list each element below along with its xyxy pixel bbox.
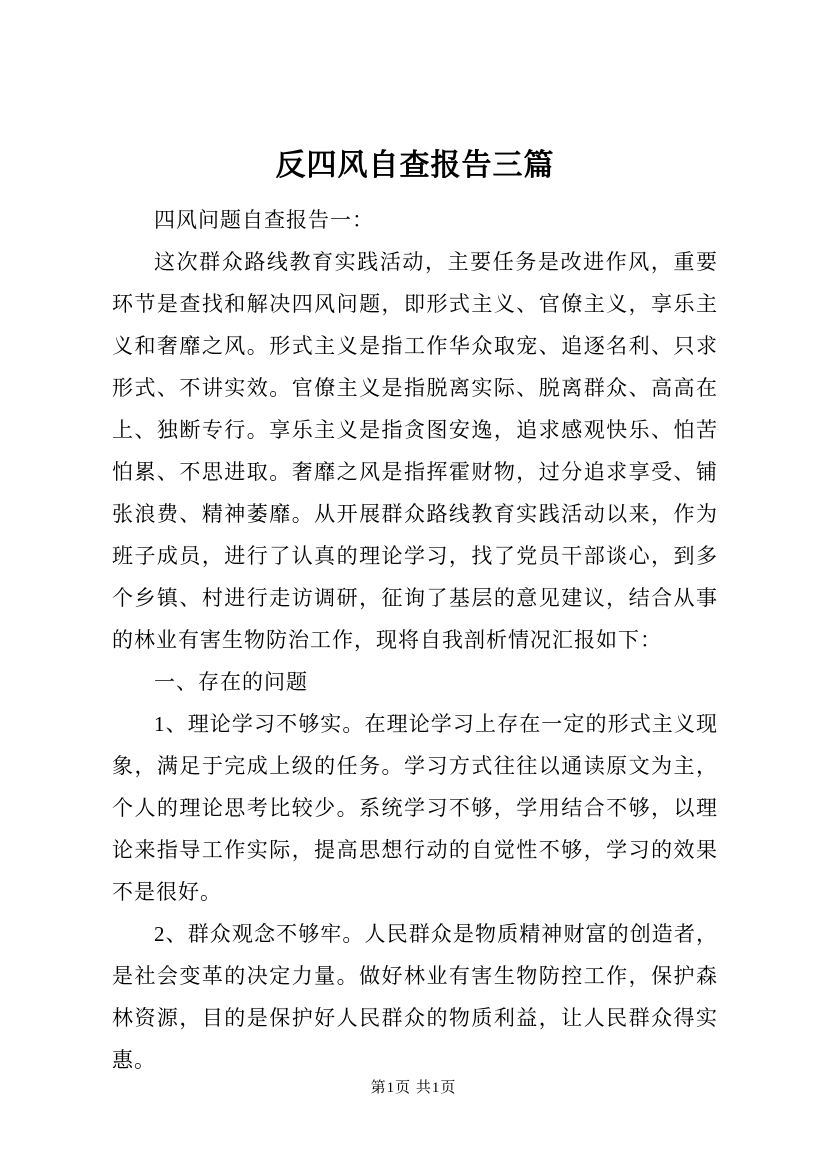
paragraph-report-label: 四风问题自查报告一： (154, 208, 374, 232)
paragraph-problem-1: 1、理论学习不够实。在理论学习上存在一定的形式主义现象，满足于完成上级的任务。学习方式往往以通读原文为主，个人的理论思考比较少。系统学习不够，学用结合不够，以理论来指导工作实际，提高思想行动的自觉性不够，学习的效果不是很好。 (112, 712, 718, 904)
page-number-label: 第1页 共1页 (370, 1080, 457, 1096)
paragraph-problem-2: 2、群众观念不够牢。人民群众是物质精神财富的创造者，是社会变革的决定力量。做好林业有害生物防控工作，保护森林资源，目的是保护好人民群众的物质利益，让人民群众得实惠。 (112, 922, 718, 1072)
document-title: 反四风自查报告三篇 (275, 149, 555, 182)
page-footer (0, 1076, 827, 1097)
paragraph-introduction: 这次群众路线教育实践活动，主要任务是改进作风，重要环节是查找和解决四风问题，即形式主义、官僚主义，享乐主义和奢靡之风。形式主义是指工作华众取宠、追逐名利、只求形式、不讲实效。官僚主义是指脱离实际、脱离群众、高高在上、独断专行。享乐主义是指贪图安逸，追求感观快乐、怕苦怕累、不思进取。奢靡之风是指挥霍财物，过分追求享受、铺张浪费、精神萎靡。从开展群众路线教育实践活动以来，作为班子成员，进行了认真的理论学习，找了党员干部谈心，到多个乡镇、村进行走访调研，征询了基层的意见建议，结合从事的林业有害生物防治工作，现将自我剖析情况汇报如下： (112, 250, 718, 652)
document-content (112, 146, 718, 1081)
paragraph-section-heading: 一、存在的问题 (154, 670, 308, 694)
